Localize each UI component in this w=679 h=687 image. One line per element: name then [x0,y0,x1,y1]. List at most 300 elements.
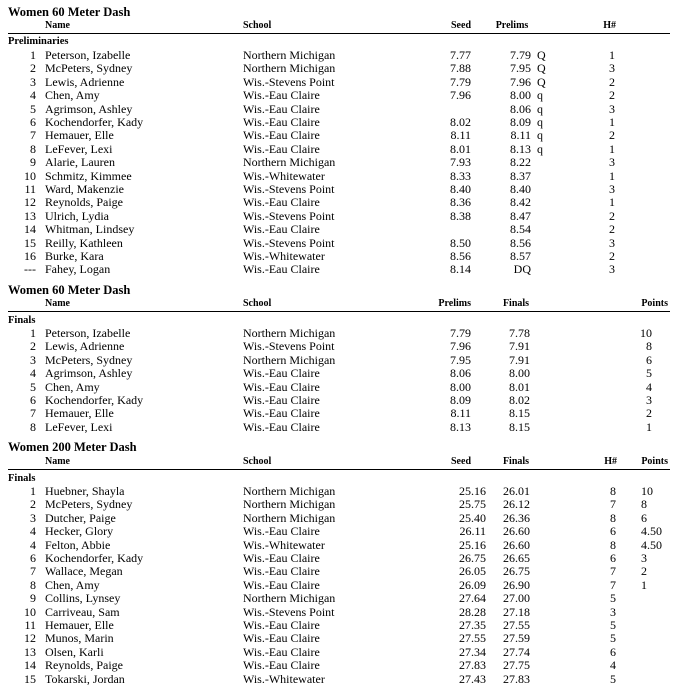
col-header-c3: H# [603,20,616,31]
place: 3 [30,510,36,525]
place: 7 [30,564,36,579]
points: 1 [641,577,647,592]
qualifier: Q [537,61,546,76]
col-header-name: Name [45,298,70,309]
mark-c2: 7.91 [509,339,530,354]
athlete-name: LeFever, Lexi [45,141,113,156]
mark-c1: 8.50 [450,235,471,250]
col-header-c1: Seed [451,20,471,31]
result-row [0,49,679,62]
athlete-name: Wallace, Megan [45,564,123,579]
col-header-school: School [243,456,272,467]
col-header-c1: Prelims [438,298,471,309]
result-row [0,673,679,686]
mark-c1: 27.55 [459,631,486,646]
place: 12 [24,195,36,210]
place: 6 [30,551,36,565]
mark-c2: DQ [513,262,531,277]
mark-c3: 2 [609,222,615,237]
mark-c2: 26.60 [503,524,530,539]
points: 3 [641,551,647,565]
athlete-name: McPeters, Sydney [45,61,133,76]
result-row [0,129,679,142]
athlete-name: Hemauer, Elle [45,128,114,143]
place: 15 [24,671,36,686]
mark-c2: 8.00 [510,88,531,103]
school: Wis.-Eau Claire [243,524,320,539]
athlete-name: Munos, Marin [45,631,114,646]
school: Northern Michigan [243,61,336,76]
mark-c2: 27.00 [503,591,530,606]
mark-c2: 26.01 [503,484,530,498]
athlete-name: Chen, Amy [45,379,100,394]
school: Wis.-Eau Claire [243,393,320,407]
result-row [0,659,679,672]
mark-c3: 5 [646,366,652,381]
place: 13 [24,208,36,223]
mark-c3: 5 [610,671,616,686]
place: 2 [30,497,36,512]
result-row [0,512,679,525]
athlete-name: Ulrich, Lydia [45,208,109,223]
mark-c3: 5 [610,591,616,606]
place: 14 [24,658,36,673]
place: 3 [30,352,36,367]
school: Northern Michigan [243,510,336,525]
school: Wis.-Eau Claire [243,222,320,237]
col-header-name: Name [45,456,70,467]
result-row [0,263,679,276]
school: Wis.-Eau Claire [243,618,320,632]
athlete-name: Chen, Amy [45,577,100,592]
mark-c2: 8.11 [510,128,531,143]
mark-c1: 7.79 [450,326,471,340]
place: 10 [24,604,36,619]
place: 15 [24,235,36,250]
athlete-name: Lewis, Adrienne [45,74,125,89]
place: 3 [30,74,36,89]
mark-c3: 8 [646,339,652,354]
mark-c3: 1 [609,48,615,62]
mark-c2: 27.75 [503,658,530,673]
mark-c2: 8.15 [509,419,530,434]
school: Northern Michigan [243,155,336,170]
mark-c2: 8.09 [510,115,531,129]
school: Wis.-Stevens Point [243,339,335,354]
school: Wis.-Eau Claire [243,88,320,103]
mark-c2: 26.75 [503,564,530,579]
mark-c1: 8.06 [450,366,471,381]
result-row [0,223,679,236]
mark-c2: 7.78 [509,326,530,340]
mark-c2: 27.74 [503,644,530,659]
column-header-row [0,455,679,468]
mark-c3: 2 [646,406,652,421]
mark-c2: 8.56 [510,235,531,250]
mark-c1: 8.11 [450,128,471,143]
school: Wis.-Stevens Point [243,604,335,619]
school: Northern Michigan [243,484,336,498]
col-header-c3: H# [604,456,617,467]
athlete-name: McPeters, Sydney [45,497,133,512]
mark-c1: 8.09 [450,393,471,407]
mark-c2: 8.47 [510,208,531,223]
result-row [0,103,679,116]
result-row [0,606,679,619]
mark-c1: 25.16 [459,537,486,552]
mark-c2: 7.96 [510,74,531,89]
mark-c2: 26.60 [503,537,530,552]
mark-c1: 8.14 [450,262,471,277]
qualifier: Q [537,74,546,89]
result-row [0,89,679,102]
school: Wis.-Stevens Point [243,208,335,223]
event-title: Women 200 Meter Dash [8,440,137,454]
mark-c1: 25.75 [459,497,486,512]
mark-c3: 6 [646,352,652,367]
column-header-row [0,297,679,310]
school: Wis.-Eau Claire [243,101,320,116]
mark-c1: 8.40 [450,182,471,196]
points: 4.50 [641,524,662,539]
athlete-name: Huebner, Shayla [45,484,125,498]
athlete-name: Reynolds, Paige [45,658,123,673]
result-row [0,646,679,659]
school: Wis.-Eau Claire [243,577,320,592]
athlete-name: Peterson, Izabelle [45,48,131,62]
school: Northern Michigan [243,48,336,62]
place: 9 [30,155,36,170]
athlete-name: Schmitz, Kimmee [45,168,132,183]
athlete-name: Whitman, Lindsey [45,222,135,237]
athlete-name: Lewis, Adrienne [45,339,125,354]
mark-c2: 27.18 [503,604,530,619]
mark-c2: 26.90 [503,577,530,592]
result-row [0,340,679,353]
mark-c3: 2 [609,128,615,143]
points: 8 [641,497,647,512]
mark-c3: 2 [609,208,615,223]
mark-c1: 7.88 [450,61,471,76]
place: 1 [30,326,36,340]
result-row [0,381,679,394]
athlete-name: Felton, Abbie [45,537,111,552]
athlete-name: Collins, Lynsey [45,591,121,606]
athlete-name: Tokarski, Jordan [45,671,125,686]
school: Wis.-Eau Claire [243,366,320,381]
mark-c1: 26.05 [459,564,486,579]
qualifier: q [537,141,543,156]
school: Northern Michigan [243,497,336,512]
place: 10 [24,168,36,183]
athlete-name: Peterson, Izabelle [45,326,131,340]
mark-c1: 8.00 [450,379,471,394]
athlete-name: Carriveau, Sam [45,604,120,619]
place: 16 [24,249,36,263]
school: Northern Michigan [243,326,336,340]
mark-c3: 3 [610,604,616,619]
place: 2 [30,61,36,76]
mark-c1: 7.95 [450,352,471,367]
result-row [0,525,679,538]
mark-c3: 5 [610,631,616,646]
mark-c1: 7.79 [450,74,471,89]
mark-c1: 8.36 [450,195,471,210]
result-row [0,327,679,340]
mark-c2: 8.01 [509,379,530,394]
mark-c3: 1 [646,419,652,434]
athlete-name: Dutcher, Paige [45,510,116,525]
school: Wis.-Stevens Point [243,235,335,250]
mark-c3: 1 [609,115,615,129]
qualifier: Q [537,48,546,62]
mark-c3: 5 [610,618,616,632]
mark-c1: 8.01 [450,141,471,156]
mark-c3: 7 [610,564,616,579]
place: 9 [30,591,36,606]
mark-c3: 2 [609,249,615,263]
school: Wis.-Eau Claire [243,141,320,156]
mark-c3: 3 [609,101,615,116]
result-row [0,632,679,645]
mark-c2: 8.57 [510,249,531,263]
place: --- [24,262,36,277]
col-header-c2: Finals [502,456,530,467]
mark-c2: 26.12 [503,497,530,512]
points: 10 [641,484,653,498]
mark-c2: 27.59 [503,631,530,646]
mark-c2: 7.95 [510,61,531,76]
school: Northern Michigan [243,591,336,606]
mark-c2: 7.91 [509,352,530,367]
place: 1 [30,48,36,62]
mark-c1: 27.43 [459,671,486,686]
athlete-name: Kochendorfer, Kady [45,393,144,407]
points: 6 [641,510,647,525]
result-row [0,498,679,511]
mark-c2: 26.36 [503,510,530,525]
col-header-c3: Points [641,298,668,309]
athlete-name: Reilly, Kathleen [45,235,123,250]
school: Wis.-Stevens Point [243,74,335,89]
mark-c1: 25.16 [459,484,486,498]
athlete-name: Reynolds, Paige [45,195,123,210]
place: 14 [24,222,36,237]
mark-c2: 8.37 [510,168,531,183]
qualifier: q [537,128,543,143]
mark-c1: 8.02 [450,115,471,129]
mark-c2: 26.65 [503,551,530,565]
qualifier: q [537,115,543,129]
school: Wis.-Eau Claire [243,115,320,129]
mark-c3: 6 [610,524,616,539]
result-row [0,552,679,565]
mark-c2: 27.55 [503,618,530,632]
mark-c3: 7 [610,497,616,512]
school: Wis.-Eau Claire [243,419,320,434]
mark-c3: 4 [610,658,616,673]
mark-c2: 8.15 [509,406,530,421]
mark-c2: 8.22 [510,155,531,170]
col-header-school: School [243,298,272,309]
place: 7 [30,128,36,143]
mark-c2: 8.42 [510,195,531,210]
place: 4 [30,524,36,539]
athlete-name: Fahey, Logan [45,262,111,277]
mark-c1: 7.93 [450,155,471,170]
school: Wis.-Eau Claire [243,564,320,579]
mark-c3: 6 [610,551,616,565]
athlete-name: Chen, Amy [45,88,100,103]
mark-c1: 27.64 [459,591,486,606]
col-header-c1: Seed [451,456,471,467]
school: Wis.-Whitewater [243,537,325,552]
mark-c1: 7.96 [450,88,471,103]
mark-c1: 26.75 [459,551,486,565]
mark-c2: 8.06 [510,101,531,116]
mark-c1: 27.83 [459,658,486,673]
place: 1 [30,484,36,498]
result-row [0,76,679,89]
school: Wis.-Eau Claire [243,658,320,673]
round-subheading: Finals [8,473,36,484]
round-subheading: Finals [8,315,36,326]
mark-c3: 3 [646,393,652,407]
mark-c3: 6 [610,644,616,659]
result-row [0,592,679,605]
mark-c1: 27.34 [459,644,486,659]
school: Northern Michigan [243,352,336,367]
mark-c1: 8.11 [450,406,471,421]
mark-c3: 3 [609,235,615,250]
round-subheading: Preliminaries [8,36,69,47]
athlete-name: Kochendorfer, Kady [45,115,144,129]
result-row [0,421,679,434]
mark-c3: 8 [610,510,616,525]
athlete-name: Hemauer, Elle [45,406,114,421]
athlete-name: Alarie, Lauren [45,155,115,170]
athlete-name: Burke, Kara [45,249,104,263]
mark-c2: 7.79 [510,48,531,62]
col-header-school: School [243,20,272,31]
school: Wis.-Whitewater [243,249,325,263]
school: Wis.-Eau Claire [243,195,320,210]
result-row [0,170,679,183]
qualifier: q [537,88,543,103]
mark-c1: 8.13 [450,419,471,434]
place: 13 [24,644,36,659]
mark-c3: 1 [609,168,615,183]
column-header-row [0,19,679,32]
school: Wis.-Eau Claire [243,631,320,646]
col-header-c2: Finals [502,298,530,309]
place: 6 [30,393,36,407]
athlete-name: LeFever, Lexi [45,419,113,434]
mark-c1: 7.96 [450,339,471,354]
result-row [0,210,679,223]
result-row [0,394,679,407]
result-row [0,62,679,75]
school: Wis.-Whitewater [243,671,325,686]
school: Wis.-Whitewater [243,168,325,183]
mark-c3: 1 [609,141,615,156]
place: 8 [30,577,36,592]
place: 8 [30,419,36,434]
athlete-name: Kochendorfer, Kady [45,551,144,565]
school: Wis.-Eau Claire [243,379,320,394]
school: Wis.-Eau Claire [243,262,320,277]
header-rule [8,469,670,470]
mark-c1: 7.77 [450,48,471,62]
mark-c3: 3 [609,61,615,76]
event-title: Women 60 Meter Dash [8,283,131,297]
athlete-name: Agrimson, Ashley [45,366,133,381]
place: 11 [24,182,36,196]
result-row [0,116,679,129]
place: 8 [30,141,36,156]
result-row [0,619,679,632]
place: 2 [30,339,36,354]
result-row [0,143,679,156]
mark-c2: 8.54 [510,222,531,237]
place: 12 [24,631,36,646]
mark-c3: 8 [610,537,616,552]
place: 4 [30,366,36,381]
col-header-name: Name [45,20,70,31]
athlete-name: Ward, Makenzie [45,182,124,196]
result-row [0,250,679,263]
school: Wis.-Eau Claire [243,644,320,659]
mark-c1: 8.56 [450,249,471,263]
qualifier: q [537,101,543,116]
mark-c3: 10 [640,326,652,340]
result-row [0,565,679,578]
place: 5 [30,379,36,394]
mark-c3: 3 [609,155,615,170]
result-row [0,156,679,169]
points: 2 [641,564,647,579]
athlete-name: Olsen, Karli [45,644,104,659]
place: 5 [30,101,36,116]
mark-c2: 27.83 [503,671,530,686]
school: Wis.-Eau Claire [243,551,320,565]
athlete-name: Hecker, Glory [45,524,114,539]
result-row [0,183,679,196]
school: Wis.-Eau Claire [243,406,320,421]
athlete-name: McPeters, Sydney [45,352,133,367]
mark-c2: 8.00 [509,366,530,381]
mark-c2: 8.02 [509,393,530,407]
place: 4 [30,88,36,103]
mark-c3: 3 [609,182,615,196]
result-row [0,367,679,380]
result-row [0,354,679,367]
result-row [0,407,679,420]
mark-c2: 8.13 [510,141,531,156]
mark-c1: 26.11 [459,524,486,539]
event-title: Women 60 Meter Dash [8,5,131,19]
mark-c3: 2 [609,74,615,89]
mark-c1: 28.28 [459,604,486,619]
mark-c3: 1 [609,195,615,210]
mark-c3: 8 [610,484,616,498]
mark-c2: 8.40 [510,182,531,196]
mark-c1: 27.35 [459,618,486,632]
mark-c3: 3 [609,262,615,277]
athlete-name: Agrimson, Ashley [45,101,133,116]
place: 4 [30,537,36,552]
result-row [0,485,679,498]
